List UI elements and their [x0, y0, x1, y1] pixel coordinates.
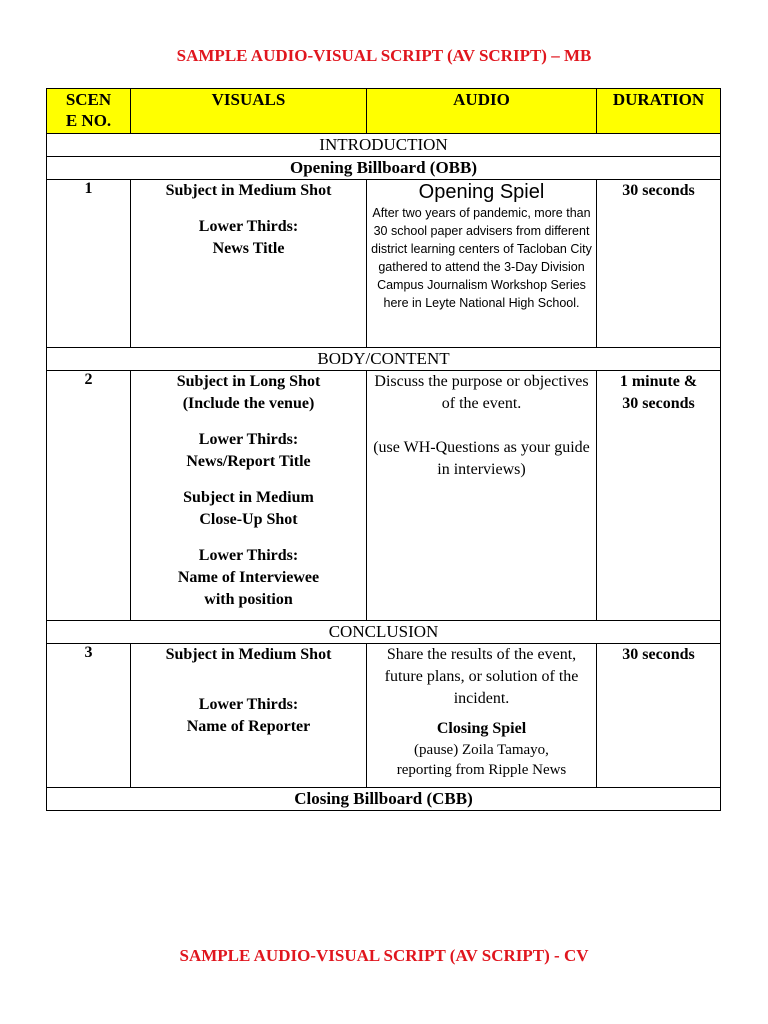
table-row	[47, 180, 721, 348]
audio-instruction: Discuss the purpose or objectives of the event.	[374, 373, 589, 412]
scene-number: 1	[47, 180, 131, 348]
audio-note: (use WH-Questions as your guide in interviews)	[373, 439, 590, 478]
scene-number: 3	[47, 644, 131, 788]
table-row	[47, 644, 721, 788]
header-scene-no: SCEN E NO.	[47, 89, 131, 134]
header-duration: DURATION	[597, 89, 721, 134]
duration-cell: 30 seconds	[597, 180, 721, 348]
document-title: SAMPLE AUDIO-VISUAL SCRIPT (AV SCRIPT) – MB	[176, 46, 592, 65]
opening-spiel-heading: Opening Spiel	[418, 181, 545, 203]
av-script-table	[46, 88, 721, 811]
audio-cell	[367, 371, 597, 621]
section-introduction: INTRODUCTION	[47, 134, 721, 157]
audio-cell	[367, 644, 597, 788]
header-audio: AUDIO	[367, 89, 597, 134]
opening-spiel-text: After two years of pandemic, more than 30 school paper advisers from different district learning centers of Tacloban City gathered to attend the 3-Day Division Campus Journalism Workshop Series here in Leyte National High School.	[371, 206, 592, 310]
section-conclusion: CONCLUSION	[47, 621, 721, 644]
visuals-cell: Subject in Medium Shot Lower Thirds: News Title	[131, 180, 367, 348]
section-opening-billboard: Opening Billboard (OBB)	[47, 157, 721, 180]
audio-cell	[367, 180, 597, 348]
document-title-secondary: SAMPLE AUDIO-VISUAL SCRIPT (AV SCRIPT) - CV	[179, 946, 589, 965]
audio-instruction: Share the results of the event, future plans, or solution of the incident.	[384, 646, 579, 707]
visuals-cell: Subject in Medium Shot Lower Thirds: Name of Reporter	[131, 644, 367, 788]
table-header-row	[47, 89, 721, 134]
section-closing-billboard: Closing Billboard (CBB)	[47, 788, 721, 811]
duration-cell: 30 seconds	[597, 644, 721, 788]
scene-number: 2	[47, 371, 131, 621]
table-row	[47, 371, 721, 621]
visuals-cell: Subject in Long Shot (Include the venue) Lower Thirds: News/Report Title Subject in Medium Close-Up Shot Lower Thirds: Name of Interviewee with position	[131, 371, 367, 621]
header-visuals: VISUALS	[131, 89, 367, 134]
duration-cell: 1 minute & 30 seconds	[597, 371, 721, 621]
closing-spiel-text: (pause) Zoila Tamayo, reporting from Ripple News	[396, 742, 567, 778]
section-body-content: BODY/CONTENT	[47, 348, 721, 371]
closing-spiel-heading: Closing Spiel	[436, 720, 527, 737]
